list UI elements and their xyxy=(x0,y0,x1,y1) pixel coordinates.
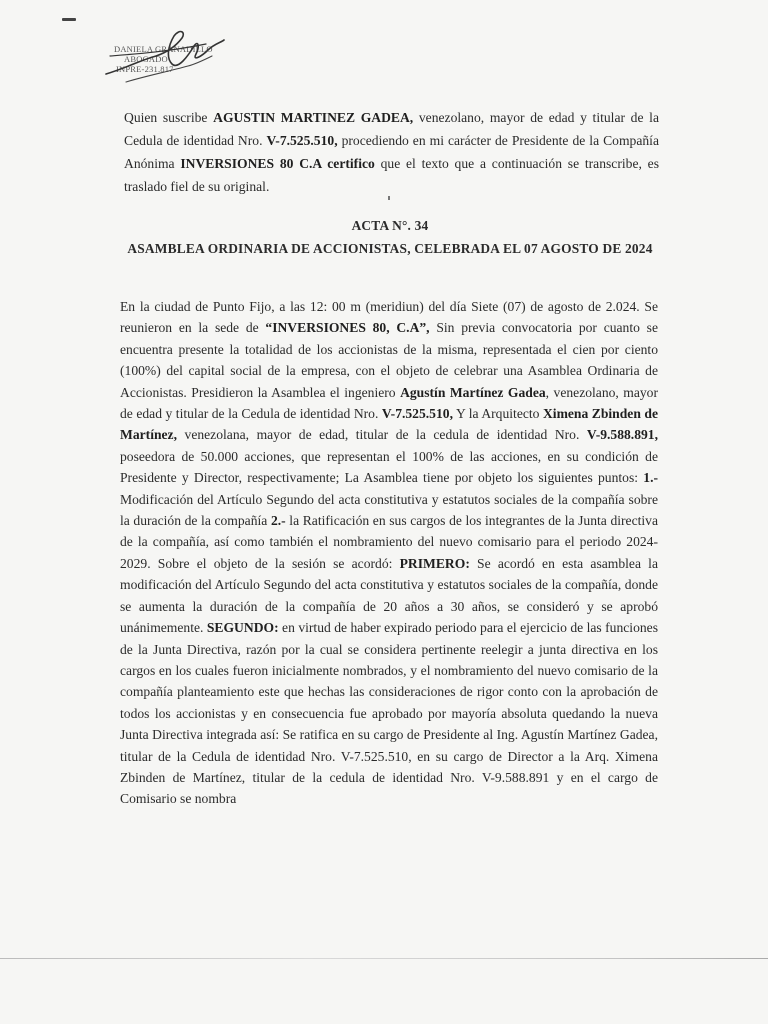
intro-text: Quien suscribe xyxy=(124,110,214,125)
body-text: venezolana, mayor de edad, titular de la cedula de identidad Nro. xyxy=(177,427,587,443)
segundo-heading: SEGUNDO: xyxy=(206,620,279,636)
body-text: Modificación del Artículo Segundo del acta constitutiva y estatutos sociales de la compañía sobre la duración de la compañía xyxy=(120,491,658,529)
scan-mark xyxy=(62,18,76,21)
body-text: la Ratificación en sus cargos de los integrantes de la Junta directiva de la compañía, así como también el nombramiento del nuevo comisario para el periodo 2024-2029. Sobre el objeto de la sesión se acordó: xyxy=(120,513,659,571)
stamp-title: ABOGADO xyxy=(124,54,168,64)
president-ci: V-7.525.510, xyxy=(381,406,453,422)
body-text: en virtud de haber expirado periodo para el ejercicio de las funciones de la Junta Directiva, razón por la cual se considera pertinente reelegir a junta directiva en los cargos en los cuales fueron inicialmente nombrados, y el nombramiento del nuevo comisario de la compañía planteamiento este que hechas las consideraciones de rigor conto con la aprobación de todos los accionistas y en consecuencia fue aprobado por mayoría absoluta quedando la nueva Junta Directiva integrada así: Se ratifica en su cargo de Presidente al Ing. Agustín Martínez Gadea, titular de la Cedula de identidad Nro. V-7.525.510, en su cargo de Director a la Arq. Ximena Zbinden de Martínez, titular de la cedula de identidad Nro. V-9.588.891 y en el cargo de Comisario se nombra xyxy=(120,620,658,807)
point-number: 1.- xyxy=(643,470,658,486)
point-number: 2.- xyxy=(270,513,286,529)
stamp-inpre: INPRE-231.817 xyxy=(116,64,174,74)
intro-text: venezolano, mayor de edad y titular de la Cedula de identidad Nro. xyxy=(124,110,659,148)
body-text: Y la Arquitecto xyxy=(452,406,543,422)
scan-bottom-edge xyxy=(0,958,768,959)
director-name: Ximena Zbinden de Martínez, xyxy=(120,406,658,443)
body-text: Se acordó en esta asamblea la modificación del Artículo Segundo del acta constitutiva y estatutos sociales de la compañía, donde se aumenta la duración de la compañía de 20 años a 30 años, se consideró y se aprobó unánimemente. xyxy=(120,555,658,636)
stamp-name: DANIELA GRANADILLO xyxy=(114,44,213,54)
company-name: “INVERSIONES 80, C.A”, xyxy=(265,320,430,336)
director-ci: V-9.588.891, xyxy=(586,427,658,443)
assembly-title: ASAMBLEA ORDINARIA DE ACCIONISTAS, CELEBRADA EL 07 AGOSTO DE 2024 xyxy=(127,241,653,256)
body-text: , venezolano, mayor de edad y titular de la Cedula de identidad Nro. xyxy=(120,384,659,422)
document-title xyxy=(110,214,670,260)
body-text: En la ciudad de Punto Fijo, a las 12: 00 m (meridiun) del día Siete (07) de agosto de 2.024. Se reunieron en la sede de xyxy=(120,299,658,336)
body-text: poseedora de 50.000 acciones, que representan el 100% de las acciones, en su condición de Presidente y Director, respectivamente; La Asamblea tiene por objeto los siguientes puntos: xyxy=(120,448,658,486)
minutes-body xyxy=(120,296,658,810)
acta-number: ACTA N°. 34 xyxy=(351,218,429,233)
primero-heading: PRIMERO: xyxy=(399,555,470,571)
intro-text: que el texto que a continuación se transcribe, es traslado fiel de su original. xyxy=(124,156,659,194)
handwritten-signature xyxy=(96,16,226,88)
body-text: Sin previa convocatoria por cuanto se encuentra presente la totalidad de los accionistas de la misma, representada el cien por ciento (100%) del capital social de la empresa, con el objeto de celebrar una Asamblea Ordinaria de Accionistas. Presidieron la Asamblea el ingeniero xyxy=(120,320,658,400)
intro-text: procediendo en mi carácter de Presidente de la Compañía Anónima xyxy=(124,133,659,171)
president-name: AGUSTIN MARTINEZ GADEA, xyxy=(213,110,414,125)
company-certify: INVERSIONES 80 C.A certifico xyxy=(180,156,375,171)
president-ci: V-7.525.510, xyxy=(266,133,338,148)
certification-paragraph xyxy=(124,106,659,198)
scan-dot xyxy=(388,196,390,200)
president-name: Agustín Martínez Gadea xyxy=(400,384,546,400)
